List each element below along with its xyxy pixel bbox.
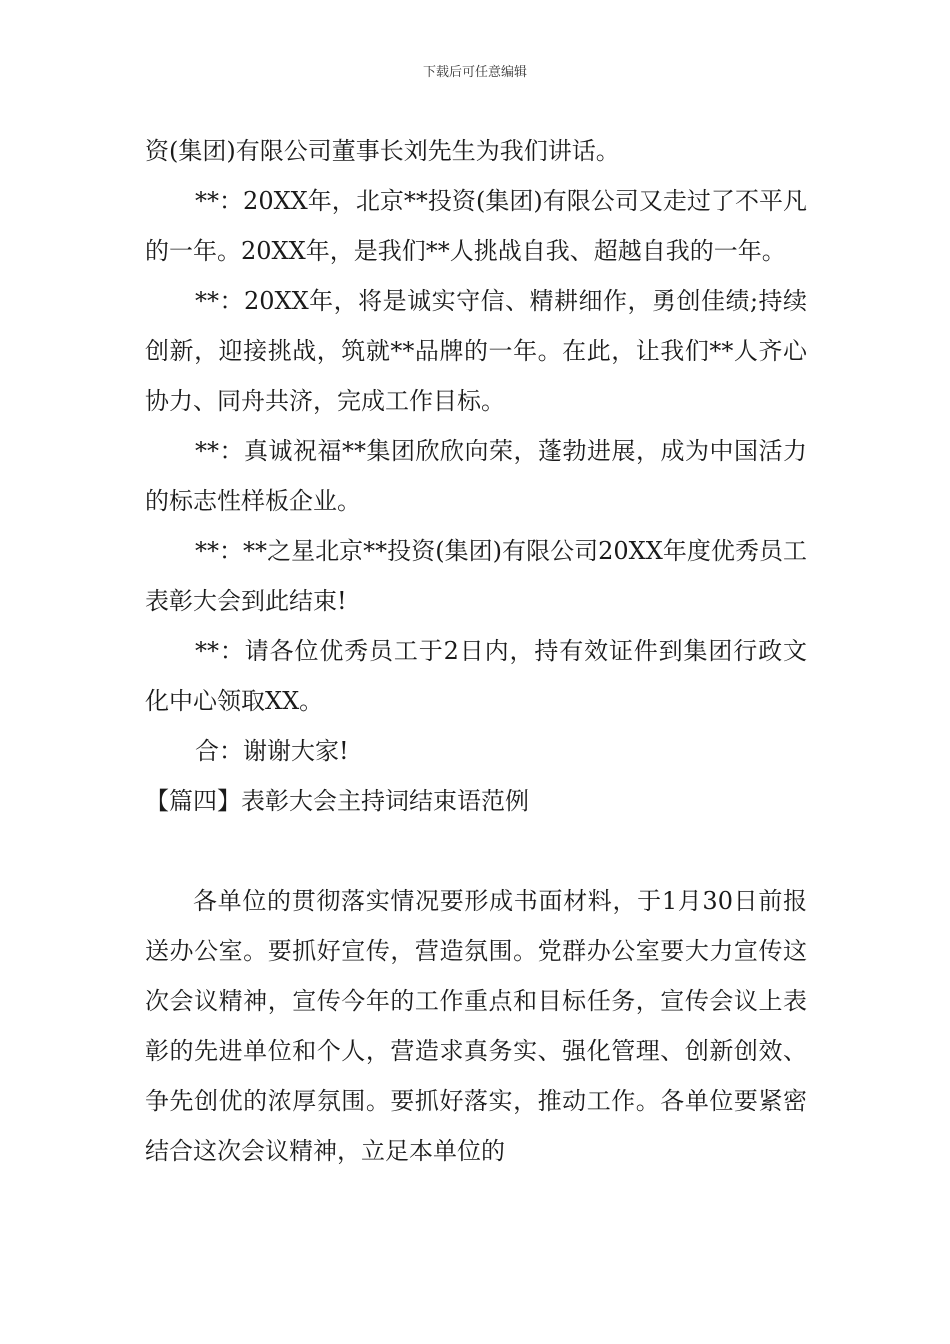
paragraph: **：20XX年，将是诚实守信、精耕细作，勇创佳绩;持续创新，迎接挑战，筑就**品牌的一年。在此，让我们**人齐心协力、同舟共济，完成工作目标。 xyxy=(145,287,807,415)
header-text: 下载后可任意编辑 xyxy=(422,65,527,80)
paragraph: **：**之星北京**投资(集团)有限公司20XX年度优秀员工表彰大会到此结束! xyxy=(145,537,807,615)
blank-line xyxy=(145,826,807,876)
document-body xyxy=(145,126,807,1176)
paragraph: **：20XX年，北京**投资(集团)有限公司又走过了不平凡的一年。20XX年，是我们**人挑战自我、超越自我的一年。 xyxy=(145,187,807,265)
section-title: 【篇四】表彰大会主持词结束语范例 xyxy=(145,787,529,815)
paragraph: **：请各位优秀员工于2日内，持有效证件到集团行政文化中心领取XX。 xyxy=(145,637,807,715)
section-paragraph: 各单位的贯彻落实情况要形成书面材料，于1月30日前报送办公室。要抓好宣传，营造氛围。党群办公室要大力宣传这次会议精神，宣传今年的工作重点和目标任务，宣传会议上表彰的先进单位和个人，营造求真务实、强化管理、创新创效、争先创优的浓厚氛围。要抓好落实，推动工作。各单位要紧密结合这次会议精神，立足本单位的 xyxy=(145,887,807,1165)
paragraph: **：真诚祝福**集团欣欣向荣，蓬勃进展，成为中国活力的标志性样板企业。 xyxy=(145,437,807,515)
paragraph-continuation: 资(集团)有限公司董事长刘先生为我们讲话。 xyxy=(145,137,620,165)
page-header xyxy=(0,64,950,82)
paragraph-closing: 合：谢谢大家! xyxy=(195,737,349,765)
